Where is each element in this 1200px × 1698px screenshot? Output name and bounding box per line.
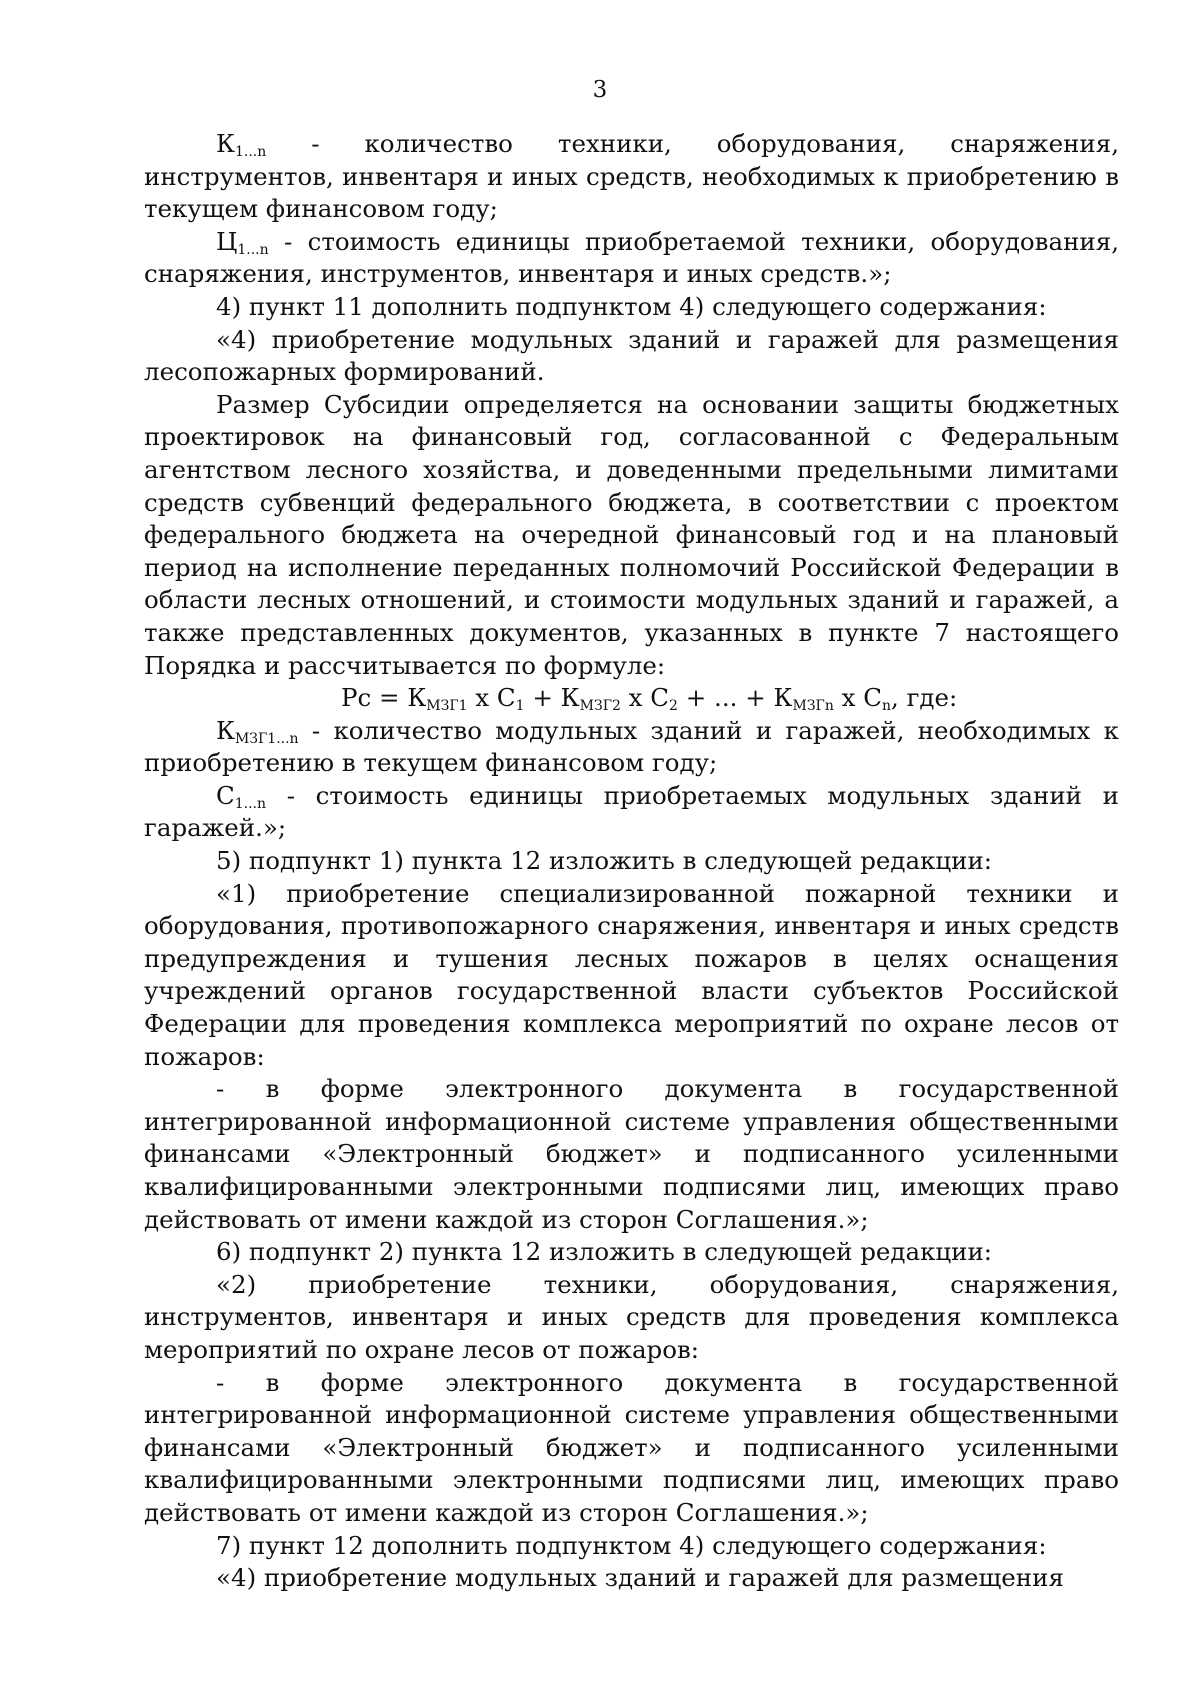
paragraph-item-4-intro: 4) пункт 11 дополнить подпунктом 4) следующего содержания:	[216, 291, 1047, 321]
paragraph-item-5-form: - в форме электронного документа в государственной интегрированной информационной системе управления общественными финансами «Электронный бюджет» и подписанного усиленными квалифицированными электронными подписями лиц, имеющих право действовать от имени каждой из сторон Соглашения.»;	[144, 1074, 1119, 1234]
paragraph-item-6-text: «2) приобретение техники, оборудования, снаряжения, инструментов, инвентаря и иных средств для проведения комплекса мероприятий по охране лесов от пожаров:	[144, 1269, 1119, 1364]
paragraph-item-4-text: «4) приобретение модульных зданий и гаражей для размещения лесопожарных формирований.	[144, 324, 1119, 387]
paragraph-item-7-intro: 7) пункт 12 дополнить подпунктом 4) следующего содержания:	[216, 1530, 1047, 1560]
page-number: 3	[592, 77, 608, 103]
paragraph-item-7-text: «4) приобретение модульных зданий и гаражей для размещения	[216, 1563, 1064, 1593]
paragraph-item-6-intro: 6) подпункт 2) пункта 12 изложить в следующей редакции:	[216, 1237, 993, 1267]
definition-k: $К_{1...n}$ - количество техники, оборудования, снаряжения, инструментов, инвентаря и иных средств, необходимых к приобретению в текущем финансовом году;	[144, 129, 1119, 224]
paragraph-item-6-form: - в форме электронного документа в государственной интегрированной информационной системе управления общественными финансами «Электронный бюджет» и подписанного усиленными квалифицированными электронными подписями лиц, имеющих право действовать от имени каждой из сторон Соглашения.»;	[144, 1367, 1119, 1527]
definition-c: $Ц_{1...n}$ - стоимость единицы приобретаемой техники, оборудования, снаряжения, инструментов, инвентаря и иных средств.»;	[144, 226, 1119, 289]
paragraph-item-5-intro: 5) подпункт 1) пункта 12 изложить в следующей редакции:	[216, 846, 993, 876]
paragraph-subsidy: Размер Субсидии определяется на основании защиты бюджетных проектировок на финансовый год, согласованной с Федеральным агентством лесного хозяйства, и доведенными предельными лимитами средств субвенций федерального бюджета, в соответствии с проектом федерального бюджета на очередной финансовый год и на плановый период на исполнение переданных полномочий Российской Федерации в области лесных отношений, и стоимости модульных зданий и гаражей, а также представленных документов, указанных в пункте 7 настоящего Порядка и рассчитывается по формуле:	[144, 389, 1119, 680]
definition-k-mzg: $К_{МЗГ1...n}$ - количество модульных зданий и гаражей, необходимых к приобретению в текущем финансовом году;	[144, 715, 1119, 778]
document-body	[144, 128, 1119, 1595]
formula: Рс = $К_{МЗГ1}$ х $С_1 + К_{МЗГ2}$ х $С_2$ + ... + $К_{МЗГn}$ х $С_n$, где:	[341, 683, 958, 715]
paragraph-item-5-text: «1) приобретение специализированной пожарной техники и оборудования, противопожарного снаряжения, инвентаря и иных средств предупреждения и тушения лесных пожаров в целях оснащения учреждений органов государственной власти субъектов Российской Федерации для проведения комплекса мероприятий по охране лесов от пожаров:	[144, 878, 1119, 1071]
definition-c-mzg: $С_{1...n}$ - стоимость единицы приобретаемых модульных зданий и гаражей.»;	[144, 780, 1119, 843]
